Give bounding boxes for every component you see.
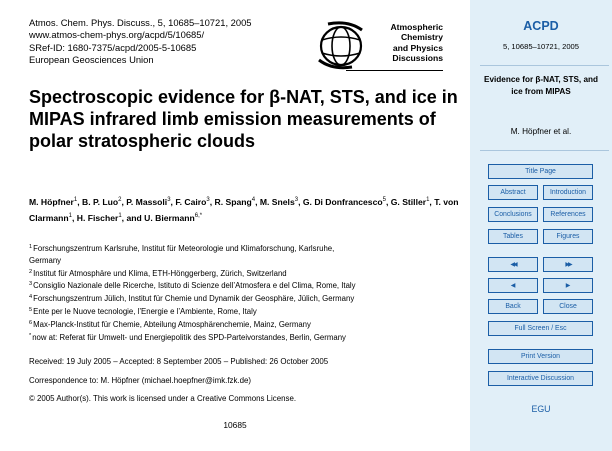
author-name: F. Cairo bbox=[175, 197, 207, 207]
affiliation-list bbox=[29, 242, 469, 343]
journal-meta bbox=[29, 17, 252, 67]
author-affiliation-mark: 5 bbox=[382, 197, 386, 203]
author-name: M. Snels bbox=[259, 197, 295, 207]
author-list: M. Höpfner$^1$, B. P. Luo$^2$, P. Massoli$^3$, F. Cairo$^3$, R. Spang$^4$, M. Snels$^3$, G. Di Donfrancesco$^5$, G. Stiller$^1$, T. von Clarmann$^1$, H. Fischer$^1$, and U. Biermann$^{6,*}$ bbox=[29, 197, 459, 223]
logo-line-2: Chemistry bbox=[400, 32, 443, 43]
abstract-button[interactable]: Abstract bbox=[488, 185, 538, 200]
affiliation-number: 6 bbox=[29, 319, 33, 326]
navigation-sidebar bbox=[470, 0, 612, 451]
author-affiliation-mark: 3 bbox=[167, 197, 171, 203]
affiliation-text: now at: Referat für Umwelt- und Energiepolitik des SPD-Parteivorstandes, Berlin, Germany bbox=[32, 332, 346, 342]
affiliation-number: 4 bbox=[29, 294, 33, 301]
sidebar-paper-authors: M. Höpfner et al. bbox=[510, 127, 572, 136]
author-affiliation-mark: 4 bbox=[251, 197, 256, 203]
author-affiliation-mark: 3 bbox=[206, 197, 210, 203]
globe-logo-icon bbox=[318, 20, 368, 70]
affiliation-number: 1 bbox=[29, 244, 33, 250]
sidebar-paper-title: Evidence for β-NAT, STS, and ice from MIPAS bbox=[483, 75, 599, 96]
affiliation-line bbox=[29, 279, 469, 292]
affiliation-line bbox=[29, 318, 469, 331]
journal-citation: Atmos. Chem. Phys. Discuss., 5, 10685–10721, 2005 bbox=[29, 17, 252, 28]
author-affiliation-mark: 1 bbox=[426, 197, 430, 203]
sidebar-journal-title: ACPD bbox=[523, 19, 559, 33]
author-affiliation-mark: 1 bbox=[118, 213, 122, 219]
sidebar-volume: 5, 10685–10721, 2005 bbox=[502, 42, 579, 51]
author-name: G. Di Donfrancesco bbox=[302, 197, 383, 207]
conclusions-button[interactable]: Conclusions bbox=[488, 207, 538, 222]
previous-page-button[interactable] bbox=[488, 278, 538, 293]
author-affiliation-mark: 1 bbox=[73, 197, 78, 203]
affiliation-number: 2 bbox=[29, 268, 33, 275]
last-page-button[interactable] bbox=[543, 257, 593, 272]
author-name: R. Spang bbox=[214, 197, 252, 207]
affiliation-text: Forschungszentrum Jülich, Institut für Chemie und Dynamik der Geosphäre, Jülich, Germany bbox=[33, 294, 355, 304]
journal-url[interactable]: www.atmos-chem-phys.org/acpd/5/10685/ bbox=[29, 29, 205, 41]
close-button[interactable]: Close bbox=[543, 299, 593, 314]
author-name: P. Massoli bbox=[126, 197, 168, 207]
tables-button[interactable]: Tables bbox=[488, 229, 538, 244]
author-name: M. Höpfner bbox=[29, 197, 74, 207]
affiliation-number: 3 bbox=[29, 281, 33, 288]
previous-page-icon: ◀ bbox=[510, 283, 516, 289]
first-page-button[interactable] bbox=[488, 257, 538, 272]
journal-logo bbox=[318, 20, 443, 70]
logo-line-4: Discussions bbox=[392, 53, 443, 64]
affiliation-text: Consiglio Nazionale delle Ricerche, Istituto di Scienze dell’Atmosfera e del Clima, Rome, Italy bbox=[33, 281, 356, 291]
title-page-button[interactable]: Title Page bbox=[488, 164, 593, 179]
publication-dates: Received: 19 July 2005 – Accepted: 8 September 2005 – Published: 26 October 2005 bbox=[29, 357, 329, 366]
page-number: 10685 bbox=[223, 420, 247, 430]
print-version-button[interactable]: Print Version bbox=[488, 349, 593, 364]
author-name: T. von Clarmann bbox=[29, 197, 459, 223]
affiliation-text: Forschungszentrum Karlsruhe, Institut für Meteorologie und Klimaforschung, Karlsruhe, bbox=[33, 244, 335, 253]
affiliation-text: Ente per le Nuove tecnologie, l’Energie e l’Ambiente, Rome, Italy bbox=[33, 306, 257, 316]
last-page-icon: ▶▶ bbox=[565, 262, 571, 268]
affiliation-line bbox=[29, 267, 469, 280]
author-affiliation-mark: 1 bbox=[68, 213, 72, 219]
affiliation-text: Max-Planck-Institut für Chemie, Abteilung Atmosphärenchemie, Mainz, Germany bbox=[33, 319, 311, 329]
correspondence[interactable]: Correspondence to: M. Höpfner (michael.hoepfner@imk.fzk.de) bbox=[29, 376, 252, 385]
author-affiliation-mark: 2 bbox=[118, 197, 122, 203]
next-page-icon: ▶ bbox=[565, 283, 571, 289]
sidebar-divider bbox=[480, 65, 609, 66]
author-name: H. Fischer bbox=[76, 213, 119, 223]
journal-publisher: European Geosciences Union bbox=[29, 54, 154, 66]
logo-text bbox=[390, 22, 443, 64]
references-button[interactable]: References bbox=[543, 207, 593, 222]
logo-line-3: and Physics bbox=[392, 42, 443, 53]
affiliation-number: 5 bbox=[29, 306, 33, 313]
author-conjunction: and bbox=[126, 213, 142, 223]
first-page-icon: ◀◀ bbox=[510, 262, 516, 268]
full-screen-button[interactable]: Full Screen / Esc bbox=[488, 321, 593, 336]
author-affiliation-mark: 6,* bbox=[194, 213, 203, 219]
egu-label: EGU bbox=[531, 404, 551, 414]
affiliation-number: * bbox=[29, 332, 32, 339]
journal-sref: SRef-ID: 1680-7375/acpd/2005-5-10685 bbox=[29, 41, 197, 53]
author-name: U. Biermann bbox=[144, 213, 195, 223]
affiliation-line bbox=[29, 331, 469, 344]
author-name: G. Stiller bbox=[390, 197, 427, 207]
author-affiliation-mark: 3 bbox=[294, 197, 299, 203]
affiliation-line bbox=[29, 255, 469, 267]
affiliation-line bbox=[29, 305, 469, 318]
logo-underline bbox=[346, 70, 443, 72]
author-name: B. P. Luo bbox=[82, 197, 119, 207]
logo-line-1: Atmospheric bbox=[390, 22, 443, 32]
figures-button[interactable]: Figures bbox=[543, 229, 593, 244]
back-button[interactable]: Back bbox=[488, 299, 538, 314]
affiliation-line bbox=[29, 242, 469, 255]
paper-title: Spectroscopic evidence for β-NAT, STS, and ice in MIPAS infrared limb emission measurements of polar stratospheric clouds bbox=[29, 87, 458, 151]
sidebar-divider bbox=[480, 150, 609, 151]
copyright-notice: © 2005 Author(s). This work is licensed under a Creative Commons License. bbox=[29, 394, 297, 403]
affiliation-text: Germany bbox=[29, 255, 62, 265]
next-page-button[interactable] bbox=[543, 278, 593, 293]
affiliation-text: Institut für Atmosphäre und Klima, ETH-Hönggerberg, Zürich, Switzerland bbox=[33, 268, 287, 278]
interactive-discussion-button[interactable]: Interactive Discussion bbox=[488, 371, 593, 386]
introduction-button[interactable]: Introduction bbox=[543, 185, 593, 200]
affiliation-line bbox=[29, 292, 469, 305]
